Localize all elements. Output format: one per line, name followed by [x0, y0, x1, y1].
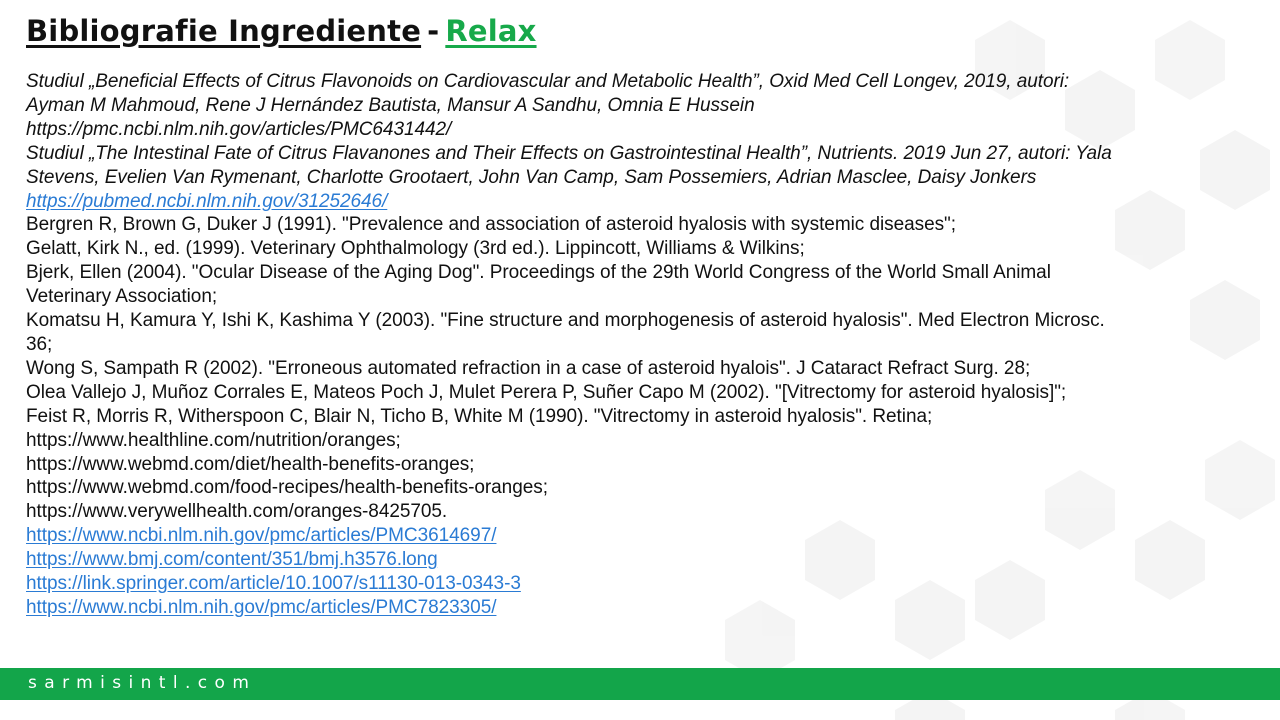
- reference-url-text: https://www.verywellhealth.com/oranges-8425705.: [26, 501, 448, 523]
- reference-line: Bergren R, Brown G, Duker J (1991). "Prevalence and association of asteroid hyalosis with systemic diseases";: [26, 214, 956, 236]
- footer-bar: [0, 668, 1280, 700]
- reference-line: Wong S, Sampath R (2002). "Erroneous automated refraction in a case of asteroid hyalois". J Cataract Refract Surg. 28;: [26, 357, 1031, 379]
- reference-line: https://pmc.ncbi.nlm.nih.gov/articles/PMC6431442/: [26, 118, 452, 140]
- reference-line: Stevens, Evelien Van Rymenant, Charlotte Grootaert, John Van Camp, Sam Possemiers, Adrian Masclee, Daisy Jonkers: [26, 166, 1037, 188]
- reference-line: Gelatt, Kirk N., ed. (1999). Veterinary Ophthalmology (3rd ed.). Lippincott, Williams & Wilkins;: [26, 238, 805, 260]
- reference-link[interactable]: https://www.ncbi.nlm.nih.gov/pmc/articles/PMC7823305/: [26, 596, 497, 618]
- title-main: Bibliografie Ingrediente: [26, 14, 422, 48]
- reference-line: Studiul „Beneficial Effects of Citrus Flavonoids on Cardiovascular and Metabolic Health”, Oxid Med Cell Longev, 2019, autori:: [26, 71, 1070, 92]
- bibliography-list: [26, 70, 1266, 620]
- reference-line: Olea Vallejo J, Muñoz Corrales E, Mateos Poch J, Mulet Perera P, Suñer Capo M (2002). "[Vitrectomy for asteroid hyalosis]";: [26, 381, 1067, 403]
- reference-line: Komatsu H, Kamura Y, Ishi K, Kashima Y (2003). "Fine structure and morphogenesis of asteroid hyalosis". Med Electron Microsc.: [26, 310, 1105, 332]
- reference-line: Feist R, Morris R, Witherspoon C, Blair N, Ticho B, White M (1990). "Vitrectomy in asteroid hyalosis". Retina;: [26, 405, 933, 427]
- title-separator: -: [427, 14, 440, 48]
- title-accent: Relax: [445, 14, 537, 48]
- reference-link[interactable]: https://www.ncbi.nlm.nih.gov/pmc/articles/PMC3614697/: [26, 525, 497, 547]
- reference-link[interactable]: https://pubmed.ncbi.nlm.nih.gov/31252646/: [26, 190, 388, 212]
- reference-line: Studiul „The Intestinal Fate of Citrus Flavanones and Their Effects on Gastrointestinal Health”, Nutrients. 2019 Jun 27, autori: Yala: [26, 142, 1112, 164]
- reference-line: Ayman M Mahmoud, Rene J Hernández Bautista, Mansur A Sandhu, Omnia E Hussein: [26, 94, 755, 116]
- reference-line: Veterinary Association;: [26, 286, 218, 308]
- footer-website: sarmisintl.com: [28, 673, 257, 693]
- reference-line: 36;: [26, 333, 53, 355]
- reference-url-text: https://www.webmd.com/diet/health-benefits-oranges;: [26, 453, 475, 475]
- reference-url-text: https://www.healthline.com/nutrition/oranges;: [26, 429, 401, 451]
- reference-link[interactable]: https://link.springer.com/article/10.1007/s11130-013-0343-3: [26, 573, 521, 595]
- reference-link[interactable]: https://www.bmj.com/content/351/bmj.h3576.long: [26, 549, 438, 571]
- reference-url-text: https://www.webmd.com/food-recipes/health-benefits-oranges;: [26, 477, 548, 499]
- reference-line: Bjerk, Ellen (2004). "Ocular Disease of the Aging Dog". Proceedings of the 29th World Congress of the World Small Animal: [26, 262, 1051, 284]
- slide-title: [26, 14, 537, 48]
